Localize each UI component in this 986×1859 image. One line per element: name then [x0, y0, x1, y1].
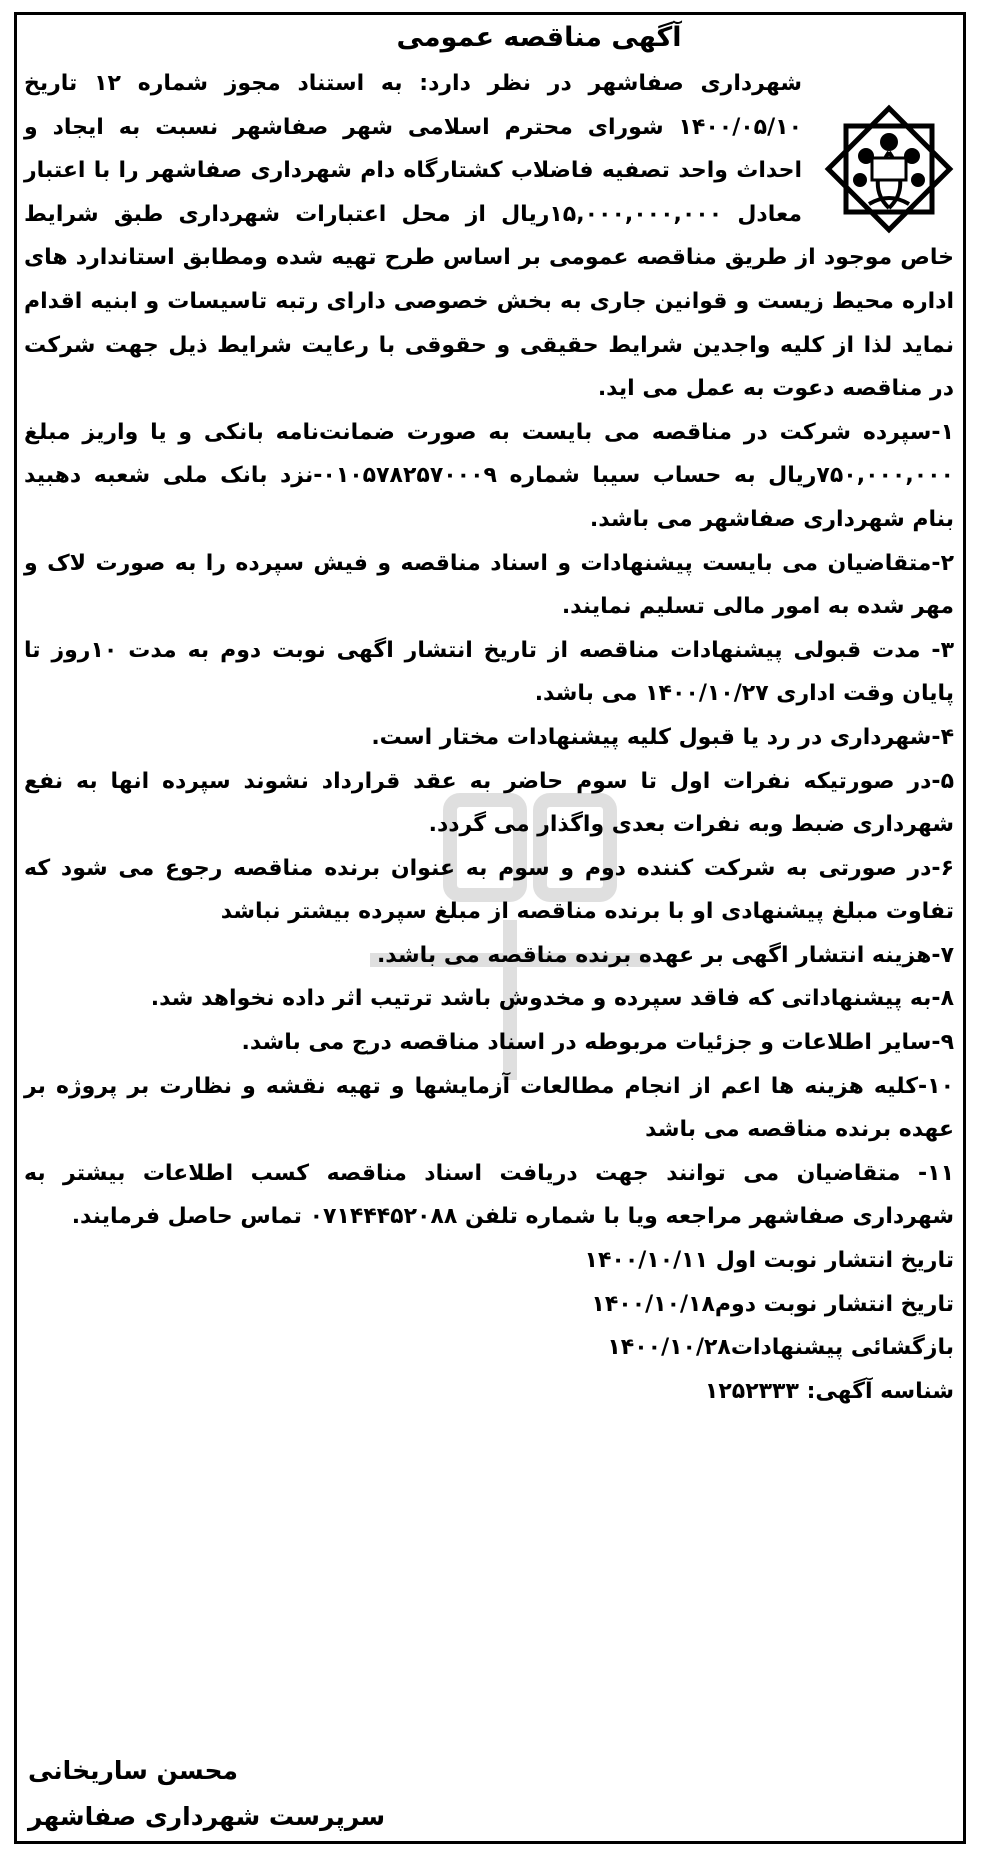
- condition-item: ۱۱- متقاضیان می توانند جهت دریافت اسناد مناقصه کسب اطلاعات بیشتر به شهرداری صفاشهر مراجعه ویا با شماره تلفن ۰۷۱۴۴۴۵۲۰۸۸ تماس حاصل فرمایند.: [24, 1160, 954, 1230]
- first-publication-date: تاریخ انتشار نوبت اول ۱۴۰۰/۱۰/۱۱: [584, 1248, 954, 1274]
- tender-notice: [24, 14, 954, 1413]
- condition-item: ۸-به پیشنهاداتی که فاقد سپرده و مخدوش باشد ترتیب اثر داده نخواهد شد.: [150, 986, 954, 1012]
- notice-title: آگهی مناقصه عمومی: [396, 22, 682, 53]
- condition-item: ۱۰-کلیه هزینه ها اعم از انجام مطالعات آزمایشها و تهیه نقشه و نظارت بر پروژه بر عهده برنده مناقصه می باشد: [24, 1073, 954, 1143]
- condition-item: ۷-هزینه انتشار اگهی بر عهده برنده مناقصه می باشد.: [376, 942, 954, 968]
- condition-item: ۳- مدت قبولی پیشنهادات مناقصه از تاریخ انتشار اگهی نوبت دوم به مدت ۱۰روز تا پایان وقت اداری ۱۴۰۰/۱۰/۲۷ می باشد.: [24, 637, 955, 707]
- condition-item: ۱-سپرده شرکت در مناقصه می بایست به صورت ضمانت‌نامه بانکی و یا واریز مبلغ ۷۵۰,۰۰۰,۰۰۰ریال به حساب سیبا شماره ۰۱۰۵۷۸۲۵۷۰۰۰۹-نزد بانک ملی شعبه دهبید بنام شهرداری صفاشهر می باشد.: [24, 419, 954, 532]
- condition-item: ۶-در صورتی به شرکت کننده دوم و سوم به عنوان برنده مناقصه رجوع می شود که تفاوت مبلغ پیشنهادی او با برنده مناقصه از مبلغ سپرده بیشتر نباشد: [24, 855, 954, 925]
- condition-item: ۹-سایر اطلاعات و جزئیات مربوطه در اسناد مناقصه درج می باشد.: [241, 1030, 954, 1056]
- signer-name: محسن ساریخانی: [28, 1756, 238, 1785]
- condition-item: ۵-در صورتیکه نفرات اول تا سوم حاضر به عقد قرارداد نشوند سپرده انها به نفع شهرداری ضبط وبه نفرات بعدی واگذار می گردد.: [24, 768, 954, 838]
- signer-title: سرپرست شهرداری صفاشهر: [28, 1802, 386, 1831]
- signature-block: [28, 1748, 548, 1840]
- second-publication-date: تاریخ انتشار نوبت دوم۱۴۰۰/۱۰/۱۸: [591, 1291, 954, 1317]
- notice-id: شناسه آگهی: ۱۲۵۲۳۳۳: [704, 1378, 954, 1404]
- bid-opening-date: بازگشائی پیشنهادات۱۴۰۰/۱۰/۲۸: [607, 1335, 954, 1361]
- condition-item: ۴-شهرداری در رد یا قبول کلیه پیشنهادات مختار است.: [371, 724, 954, 750]
- municipality-emblem-icon: [824, 104, 954, 234]
- notice-intro: شهرداری صفاشهر در نظر دارد: به استناد مجوز شماره ۱۲ تاریخ ۱۴۰۰/۰۵/۱۰ شورای محترم اسلامی شهر صفاشهر نسبت به ایجاد و احداث واحد تصفیه فاضلاب کشتارگاه دام شهرداری صفاشهر را با اعتبار معادل ۱۵,۰۰۰,۰۰۰,۰۰۰ریال از محل اعتبارات شهرداری طبق شرایط خاص موجود از طریق مناقصه عمومی بر اساس طرح تهیه شده ومطابق استاندارد های اداره محیط زیست و قوانین جاری به بخش خصوصی دارای رتبه تاسیسات و ابنیه اقدام نماید لذا از کلیه واجدین شرایط حقیقی و حقوقی با رعایت شرایط ذیل جهت شرکت در مناقصه دعوت به عمل می اید.: [24, 71, 954, 402]
- condition-item: ۲-متقاضیان می بایست پیشنهادات و اسناد مناقصه و فیش سپرده را به صورت لاک و مهر شده به امور مالی تسلیم نمایند.: [24, 550, 954, 620]
